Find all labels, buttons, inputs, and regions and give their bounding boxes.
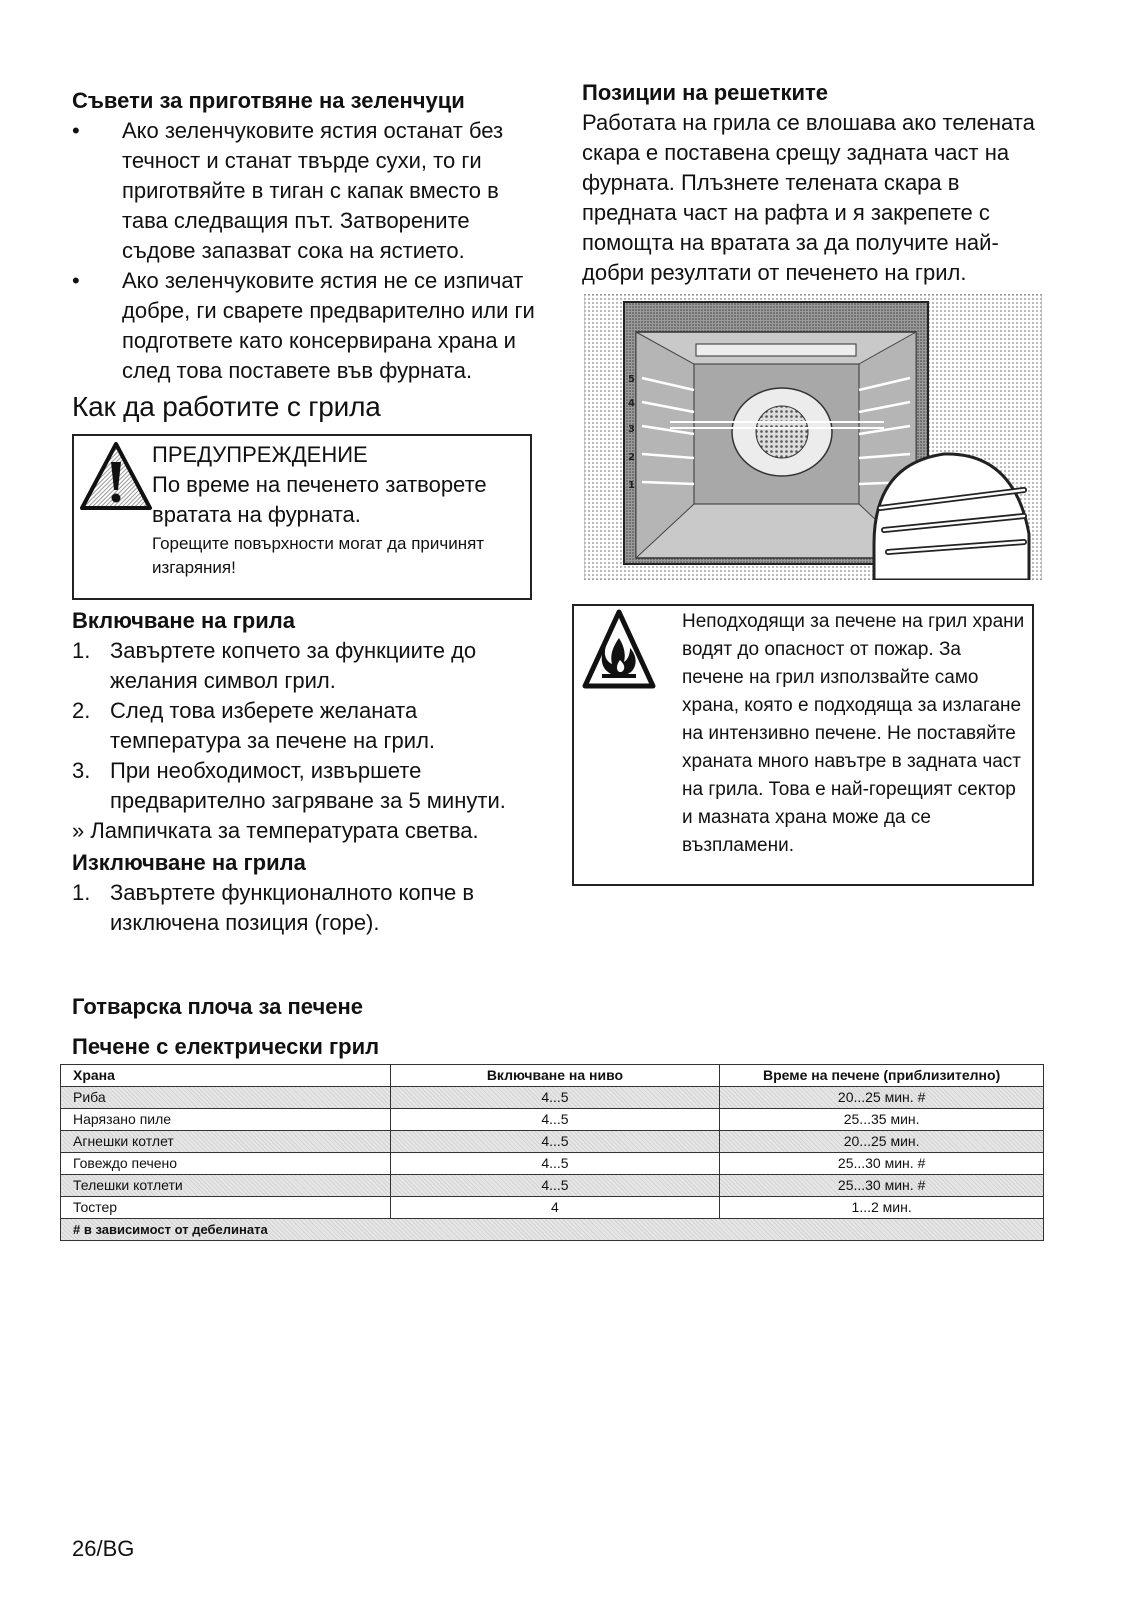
cell-level: 4...5 (390, 1109, 720, 1131)
rack-level-label: 2 (628, 452, 635, 463)
cooking-plate-heading: Готварска плоча за печене (72, 994, 364, 1019)
step-item: 2. След това изберете желаната температура за печене на грил. (72, 698, 436, 753)
grill-instructions (72, 606, 542, 938)
warning-line-1: По време на печенето затворете вратата на фурната. (152, 472, 487, 527)
col-header-time: Време на печене (приблизително) (720, 1065, 1044, 1087)
page-number: 26/BG (72, 1536, 135, 1561)
cell-level: 4 (390, 1197, 720, 1219)
fire-warning-text: Неподходящи за печене на грил храни водят до опасност от пожар. За печене на грил използвайте само храна, която е подходяща за излагане на интензивно печене. Не поставяйте храната много навътре в задната част на грила. Това е най-горещият сектор и мазната храна може да се възпламени. (682, 611, 1025, 856)
cell-level: 4...5 (390, 1087, 720, 1109)
right-column (582, 78, 1052, 288)
grill-section-heading: Как да работите с грила (72, 391, 381, 422)
rack-level-label: 5 (628, 374, 635, 385)
rack-positions-text: Работата на грила се влошава ако телената скара е поставена срещу задната част на фурната. Плъзнете телената скара в предната част на рафта и я закрепете с помощта на вратата за да получите най-добри резултати от печенето на грил. (582, 110, 1035, 285)
lamp-note: » Лампичката за температурата светва. (72, 818, 479, 843)
step-item: 1. Завъртете копчето за функциите до желания символ грил. (72, 638, 477, 693)
step-item: 3. При необходимост, извършете предварително загряване за 5 минути. (72, 758, 506, 813)
table-footnote-row (61, 1219, 1044, 1241)
fire-warning-box (572, 604, 1034, 886)
cell-level: 4...5 (390, 1175, 720, 1197)
cell-level: 4...5 (390, 1131, 720, 1153)
cell-time: 25...35 мин. (720, 1109, 1044, 1131)
col-header-level: Включване на ниво (390, 1065, 720, 1087)
rack-positions-heading: Позиции на решетките (582, 80, 829, 105)
table-row (61, 1109, 1044, 1131)
fire-warning-icon (582, 608, 656, 692)
cell-time: 20...25 мин. # (720, 1087, 1044, 1109)
table-row (61, 1087, 1044, 1109)
cell-food: Риба (61, 1087, 391, 1109)
cell-food: Тостер (61, 1197, 391, 1219)
cell-food: Телешки котлети (61, 1175, 391, 1197)
table-footnote: # в зависимост от дебелината (61, 1219, 1044, 1241)
cell-food: Нарязано пиле (61, 1109, 391, 1131)
table-row (61, 1131, 1044, 1153)
oven-rack-illustration (584, 294, 1042, 580)
table-header-row (61, 1065, 1044, 1087)
cell-time: 25...30 мин. # (720, 1153, 1044, 1175)
warning-heading: ПРЕДУПРЕЖДЕНИЕ (152, 442, 368, 467)
warning-line-2: Горещите повърхности могат да причинят изгаряния! (152, 534, 485, 577)
table-row (61, 1197, 1044, 1219)
left-column (72, 86, 542, 424)
veg-tip-item: • Ако зеленчуковите ястия останат без течност и станат твърде сухи, то ги приготвяйте в тиган с капак вместо в тава следващия път. Затворените съдове запазват сока на ястието. (72, 116, 542, 266)
grill-on-heading: Включване на грила (72, 608, 295, 633)
electric-grill-heading: Печене с електрически грил (72, 1034, 380, 1059)
cell-time: 25...30 мин. # (720, 1175, 1044, 1197)
warning-text (152, 440, 524, 580)
step-item: 1. Завъртете функционалното копче в изключена позиция (горе). (72, 880, 475, 935)
table-row (61, 1175, 1044, 1197)
cell-time: 20...25 мин. (720, 1131, 1044, 1153)
grill-off-heading: Изключване на грила (72, 850, 306, 875)
table-row (61, 1153, 1044, 1175)
rack-level-label: 3 (628, 424, 635, 435)
warning-icon (78, 440, 154, 512)
veg-tips-heading: Съвети за приготвяне на зеленчуци (72, 88, 465, 113)
veg-tip-item: • Ако зеленчуковите ястия не се изпичат добре, ги сварете предварително или ги подгответе като консервирана храна и след това поставете във фурната. (72, 266, 542, 386)
grill-on-steps (72, 636, 542, 816)
cell-food: Агнешки котлет (61, 1131, 391, 1153)
rack-level-label: 4 (628, 398, 635, 409)
cell-time: 1...2 мин. (720, 1197, 1044, 1219)
rack-level-label: 1 (628, 480, 635, 491)
grill-table-section (72, 992, 972, 1062)
warning-box (72, 434, 532, 600)
cell-level: 4...5 (390, 1153, 720, 1175)
col-header-food: Храна (61, 1065, 391, 1087)
cell-food: Говеждо печено (61, 1153, 391, 1175)
grill-off-steps (72, 878, 542, 938)
veg-tips-list (72, 116, 542, 386)
grill-table (60, 1064, 1044, 1241)
